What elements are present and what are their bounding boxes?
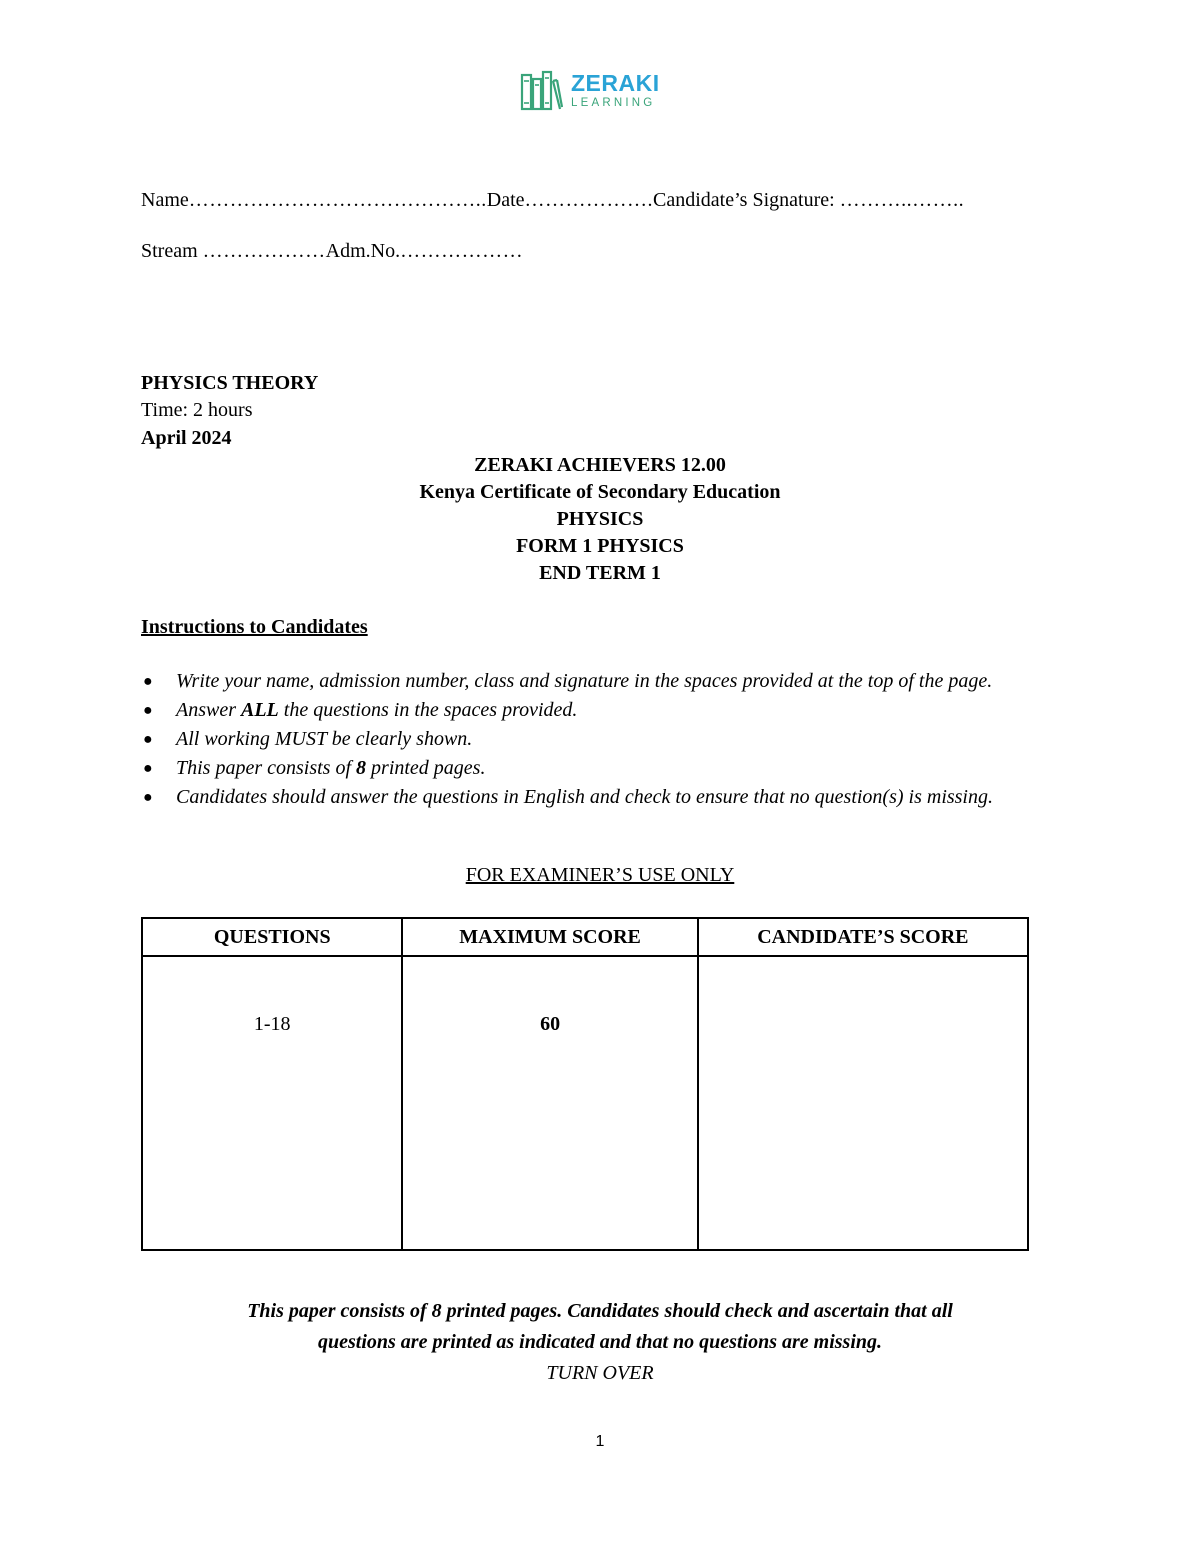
name-label: Name — [141, 189, 189, 211]
bullet-icon: ● — [143, 760, 153, 777]
table-row — [142, 956, 1028, 1250]
instruction-item: ● All working MUST be clearly shown. — [141, 726, 1061, 753]
cell-candidate-score[interactable] — [698, 956, 1028, 1250]
name-field[interactable]: …………………………………….. — [188, 189, 487, 211]
instruction-item: ● This paper consists of 8 printed pages. — [141, 755, 1061, 782]
bullet-icon: ● — [143, 731, 153, 748]
bullet-icon: ● — [143, 673, 153, 690]
date-field[interactable]: ………………. — [524, 189, 654, 211]
heading-certificate: Kenya Certificate of Secondary Education — [419, 481, 781, 503]
instruction-item: ● Candidates should answer the questions in English and check to ensure that no question(s) is missing. — [141, 784, 1061, 811]
paper-time: Time: 2 hours — [141, 399, 253, 421]
logo-wordmark: ZERAKI — [571, 70, 660, 97]
signature-label: Candidate’s Signature: — [653, 189, 835, 211]
cell-questions: 1-18 — [142, 956, 402, 1250]
bullet-icon: ● — [143, 702, 153, 719]
candidate-info-line-1 — [141, 189, 964, 212]
paper-subject: PHYSICS THEORY — [141, 372, 319, 394]
zeraki-books-logo-icon — [519, 69, 563, 113]
heading-form: FORM 1 PHYSICS — [516, 535, 684, 557]
page-number: 1 — [595, 1433, 605, 1450]
instruction-item: ● Write your name, admission number, class and signature in the spaces provided at the top of the page. — [141, 668, 1061, 695]
adm-no-label: Adm.No. — [325, 240, 401, 262]
instructions-list — [141, 668, 1061, 813]
header-questions: QUESTIONS — [142, 918, 402, 956]
score-table — [141, 917, 1029, 1251]
footer-line-1: This paper consists of 8 printed pages. Candidates should check and ascertain that all — [247, 1300, 953, 1322]
candidate-info-line-2 — [141, 240, 523, 263]
heading-series: ZERAKI ACHIEVERS 12.00 — [474, 454, 726, 476]
heading-subject: PHYSICS — [556, 508, 644, 530]
header-maximum-score: MAXIMUM SCORE — [402, 918, 697, 956]
stream-field[interactable]: ……………… — [202, 240, 326, 262]
cell-maximum-score: 60 — [402, 956, 697, 1250]
logo-subtitle: LEARNING — [571, 97, 656, 110]
adm-no-field[interactable]: ……………… — [400, 240, 524, 262]
instructions-title: Instructions to Candidates — [141, 616, 368, 638]
date-label: Date — [486, 189, 525, 211]
header-candidate-score: CANDIDATE’S SCORE — [698, 918, 1028, 956]
zeraki-logo — [519, 68, 660, 114]
signature-field[interactable]: ………..…….. — [839, 189, 965, 211]
turn-over: TURN OVER — [546, 1362, 654, 1384]
heading-term: END TERM 1 — [539, 562, 661, 584]
examiner-use-title: FOR EXAMINER’S USE ONLY — [465, 864, 735, 886]
stream-label: Stream — [141, 240, 198, 262]
score-table-header — [142, 918, 1028, 956]
bullet-icon: ● — [143, 789, 153, 806]
exam-heading — [0, 452, 1200, 587]
instruction-item: ● Answer ALL the questions in the spaces provided. — [141, 697, 1061, 724]
footer-note — [0, 1296, 1200, 1389]
footer-line-2: questions are printed as indicated and that no questions are missing. — [318, 1331, 882, 1353]
paper-date: April 2024 — [141, 427, 232, 449]
